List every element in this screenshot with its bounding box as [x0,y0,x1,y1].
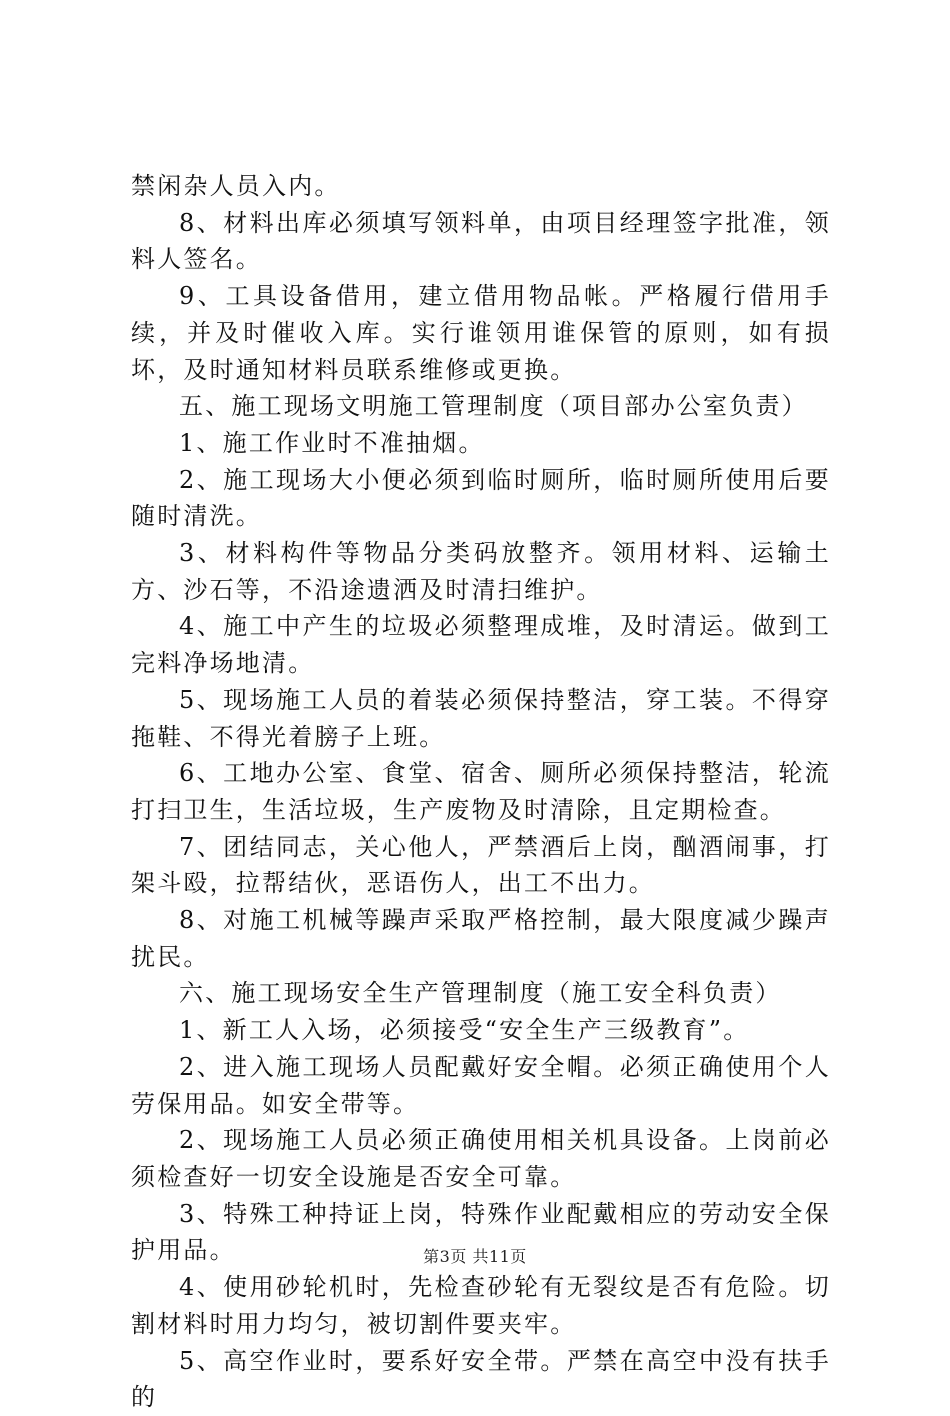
paragraph: 8、材料出库必须填写领料单，由项目经理签字批准，领料人签名。 [131,208,831,274]
page-number-footer: 第3页 共11页 [423,1247,527,1266]
paragraph: 2、现场施工人员必须正确使用相关机具设备。上岗前必须检查好一切安全设施是否安全可靠。 [131,1126,831,1191]
section-heading: 五、施工现场文明施工管理制度（项目部办公室负责） [179,392,808,421]
paragraph: 4、施工中产生的垃圾必须整理成堆，及时清运。做到工完料净场地清。 [131,612,831,678]
paragraph: 禁闲杂人员入内。 [131,172,341,200]
paragraph: 3、材料构件等物品分类码放整齐。领用材料、运输土方、沙石等，不沿途遗洒及时清扫维护。 [131,539,831,604]
paragraph: 3、特殊工种持证上岗，特殊作业配戴相应的劳动安全保护用品。 [131,1199,831,1265]
paragraph: 1、新工人入场，必须接受“安全生产三级教育”。 [179,1016,750,1045]
section-heading: 六、施工现场安全生产管理制度（施工安全科负责） [179,979,782,1008]
paragraph: 8、对施工机械等躁声采取严格控制，最大限度减少躁声扰民。 [131,906,831,971]
paragraph: 2、进入施工现场人员配戴好安全帽。必须正确使用个人劳保用品。如安全带等。 [131,1052,831,1118]
paragraph: 4、使用砂轮机时，先检查砂轮有无裂纹是否有危险。切割材料时用力均匀，被切割件要夹牢。 [131,1273,831,1338]
paragraph: 5、高空作业时，要系好安全带。严禁在高空中没有扶手的 [131,1346,831,1412]
paragraph: 1、施工作业时不准抽烟。 [179,428,485,457]
paragraph: 2、施工现场大小便必须到临时厕所，临时厕所使用后要随时清洗。 [131,465,831,531]
paragraph: 7、团结同志，关心他人，严禁酒后上岗，酗酒闹事，打架斗殴，拉帮结伙，恶语伤人，出工不出力。 [131,832,831,898]
paragraph: 6、工地办公室、食堂、宿舍、厕所必须保持整洁，轮流打扫卫生，生活垃圾，生产废物及时清除，且定期检查。 [131,759,831,824]
paragraph: 5、现场施工人员的着装必须保持整洁，穿工装。不得穿拖鞋、不得光着膀子上班。 [131,685,831,751]
paragraph: 9、工具设备借用，建立借用物品帐。严格履行借用手续，并及时催收入库。实行谁领用谁保管的原则，如有损坏，及时通知材料员联系维修或更换。 [131,282,831,384]
document-body [131,168,831,1416]
